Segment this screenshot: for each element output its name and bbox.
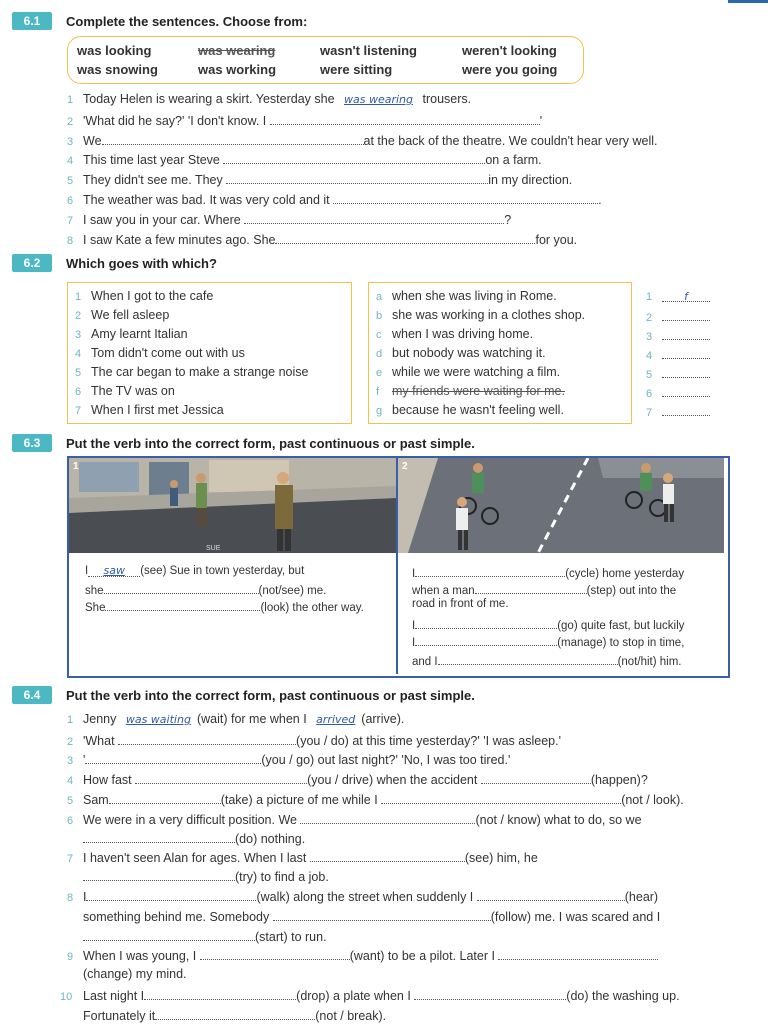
top-accent-bar: [728, 0, 768, 3]
exercise-line: 1 Jenny was waiting (wait) for me when I arrived (arrive).: [67, 712, 405, 726]
choice-word: weren't looking: [462, 43, 557, 58]
exercise-line: 7 I saw you in your car. Where ?: [67, 213, 512, 227]
choice-word: wasn't listening: [320, 43, 417, 58]
caption-line: I (go) quite fast, but luckily: [412, 616, 684, 632]
exercise-line: (start) to run.: [67, 928, 327, 944]
match-left-item: 6 The TV was on: [75, 384, 175, 398]
exercise-line: 10 Last night I (drop) a plate when I (do) the washing up.: [60, 989, 680, 1003]
sue-label: SUE: [206, 545, 221, 552]
caption-line: I (cycle) home yesterday: [412, 564, 684, 580]
answer-blank[interactable]: [415, 616, 557, 629]
section-badge: 6.4: [12, 686, 52, 704]
match-left-item: 1 When I got to the cafe: [75, 289, 214, 303]
match-right-item: b she was working in a clothes shop.: [376, 308, 586, 322]
exercise-line: 4 How fast (you / drive) when the accident (happen)?: [67, 773, 648, 787]
choice-word: was snowing: [77, 62, 158, 77]
choice-word-used: was wearing: [198, 43, 276, 58]
section-6-4-header: [12, 686, 475, 704]
exercise-line: 6 The weather was bad. It was very cold and it .: [67, 193, 602, 207]
exercise-line: 6 We were in a very difficult position. We (not / know) what to do, so we: [67, 813, 642, 827]
match-answer[interactable]: 2: [646, 308, 710, 324]
exercise-line: 4 This time last year Steve on a farm.: [67, 153, 542, 167]
section-badge: 6.2: [12, 254, 52, 272]
answer-blank[interactable]: [475, 581, 587, 594]
exercise-line: 9 When I was young, I (want) to be a pilot. Later I: [67, 947, 658, 963]
caption-line: when a man (step) out into the: [412, 581, 676, 597]
match-right-item: e while we were watching a film.: [376, 365, 561, 379]
answer-blank[interactable]: [244, 211, 504, 224]
section-title: Put the verb into the correct form, past continuous or past simple.: [66, 435, 475, 451]
section-badge: 6.3: [12, 434, 52, 452]
match-answer[interactable]: 6: [646, 384, 710, 400]
caption-line: and I (not/hit) him.: [412, 652, 682, 668]
answer-blank[interactable]: [415, 564, 565, 577]
answer-blank[interactable]: [415, 633, 557, 646]
section-title: Complete the sentences. Choose from:: [66, 13, 308, 29]
match-left-item: 5 The car began to make a strange noise: [75, 365, 309, 379]
section-6-1-header: [12, 12, 307, 30]
exercise-line: 8 I (walk) along the street when suddenly I (hear): [67, 890, 659, 904]
match-answer[interactable]: 7: [646, 403, 710, 419]
match-right-item-used: f my friends were waiting for me.: [376, 384, 565, 398]
match-left-item: 2 We fell asleep: [75, 308, 170, 322]
match-right-item: g because he wasn't feeling well.: [376, 403, 564, 417]
caption-line: I (manage) to stop in time,: [412, 633, 684, 649]
match-left-item: 7 When I first met Jessica: [75, 403, 224, 417]
answer-blank[interactable]: [104, 581, 259, 594]
caption-line: She (look) the other way.: [85, 598, 364, 614]
exercise-line: (do) nothing.: [67, 830, 305, 846]
match-answer[interactable]: 1 f: [646, 289, 710, 303]
section-badge: 6.1: [12, 12, 52, 30]
match-right-item: a when she was living in Rome.: [376, 289, 557, 303]
choice-word: was working: [198, 62, 277, 77]
illustration-cycling: [398, 458, 724, 553]
exercise-line: 7 I haven't seen Alan for ages. When I last (see) him, he: [67, 851, 538, 865]
match-answer[interactable]: 3: [646, 327, 710, 343]
section-title: Which goes with which?: [66, 255, 217, 271]
exercise-line: (try) to find a job.: [67, 868, 329, 884]
caption-line: road in front of me.: [412, 598, 509, 610]
match-right-item: c when I was driving home.: [376, 327, 534, 341]
illustration-street: [69, 458, 396, 553]
answer-blank[interactable]: [275, 231, 535, 244]
answer-blank[interactable]: [226, 171, 488, 184]
exercise-line: Fortunately it (not / break).: [83, 1009, 387, 1023]
choice-word: were you going: [462, 62, 558, 77]
exercise-line: 3 We at the back of the theatre. We couldn't hear very well.: [67, 134, 658, 148]
answer-blank[interactable]: [223, 151, 485, 164]
answer-blank[interactable]: [438, 652, 618, 665]
answer-blank[interactable]: [270, 112, 540, 125]
exercise-line: 5 Sam (take) a picture of me while I (not / look).: [67, 793, 684, 807]
match-answer[interactable]: 4: [646, 346, 710, 362]
exercise-line: 1 Today Helen is wearing a skirt. Yesterday she was wearing trousers.: [67, 92, 472, 106]
exercise-line: 8 I saw Kate a few minutes ago. She for you.: [67, 233, 578, 247]
exercise-line: 2 'What did he say?' 'I don't know. I ': [67, 114, 543, 128]
choice-word: were sitting: [320, 62, 393, 77]
handwritten-answer: was wearing: [344, 93, 414, 106]
match-answer[interactable]: 5: [646, 365, 710, 381]
answer-blank[interactable]: [105, 598, 260, 611]
caption-line: I saw (see) Sue in town yesterday, but: [85, 564, 305, 577]
exercise-line: something behind me. Somebody (follow) me. I was scared and I: [83, 910, 661, 924]
answer-blank[interactable]: [333, 191, 598, 204]
picture-number: 1: [73, 461, 79, 472]
match-left-item: 4 Tom didn't come out with us: [75, 346, 245, 360]
answer-blank[interactable]: [102, 132, 364, 145]
exercise-line: (change) my mind.: [83, 967, 187, 981]
match-left-item: 3 Amy learnt Italian: [75, 327, 188, 341]
section-title: Put the verb into the correct form, past continuous or past simple.: [66, 687, 475, 703]
choice-word: was looking: [77, 43, 152, 58]
exercise-line: 3 ' (you / go) out last night?' 'No, I was too tired.': [67, 753, 511, 767]
section-6-2-header: [12, 254, 217, 272]
section-6-3-header: [12, 434, 475, 452]
caption-line: she (not/see) me.: [85, 581, 326, 597]
exercise-line: 5 They didn't see me. They in my direction.: [67, 173, 573, 187]
match-right-item: d but nobody was watching it.: [376, 346, 546, 360]
picture-number: 2: [402, 461, 408, 472]
exercise-line: 2 'What (you / do) at this time yesterday?' 'I was asleep.': [67, 734, 561, 748]
